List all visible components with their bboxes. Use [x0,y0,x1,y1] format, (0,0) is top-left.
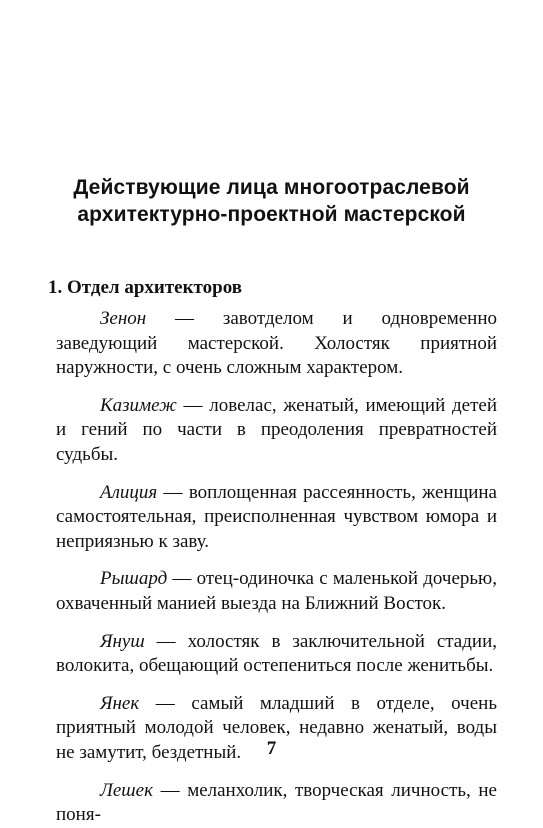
page-number: 7 [266,738,277,759]
section-heading: 1. Отдел архитекторов [48,277,242,298]
character-name: Рышард [100,568,168,590]
title-line-2: архитектурно-проектной мастерской [77,203,466,226]
character-name: Зенон [100,308,147,329]
character-description: меланхолик, творческая личность, не поня- [56,779,497,826]
entry-dash: — [152,779,188,801]
entry-dash: — [144,630,188,652]
page-title [40,174,503,228]
character-entry [56,630,497,679]
entry-dash: — [167,568,197,590]
character-description: воплощенная рассеянность, женщина самостоятельная, преисполненная чувством юмора и неприязнью к заву. [56,481,497,552]
character-description: холостяк в заключительной стадии, волокита, обещающий остепениться после женитьбы. [56,630,497,677]
character-name: Казимеж [100,394,177,416]
character-entry [56,307,497,381]
character-description: ловелас, женатый, имеющий детей и гений по части в преодоления превратностей судьбы. [56,394,497,465]
character-description: самый младший в отделе, очень приятный молодой человек, недавно женатый, воды не замутит, бездетный. [56,692,497,763]
character-entry [56,481,497,555]
character-description: завотделом и одновременно заведующий мастерской. Холостяк приятной наружности, с очень сложным характером. [56,308,497,379]
entry-dash: — [176,394,210,416]
character-description: отец-одиночка с маленькой дочерью, охваченный манией выезда на Ближний Восток. [56,568,497,614]
title-line-1: Действующие лица многоотраслевой [73,176,470,199]
character-entry [56,394,497,468]
character-entry [56,567,497,616]
entry-dash: — [157,481,189,503]
character-name: Лешек [100,779,153,801]
character-name: Алиция [100,481,158,503]
entry-dash: — [146,308,223,329]
character-name: Янек [100,692,140,714]
character-entry [56,779,497,828]
character-name: Януш [100,630,145,652]
entry-dash: — [139,692,192,714]
